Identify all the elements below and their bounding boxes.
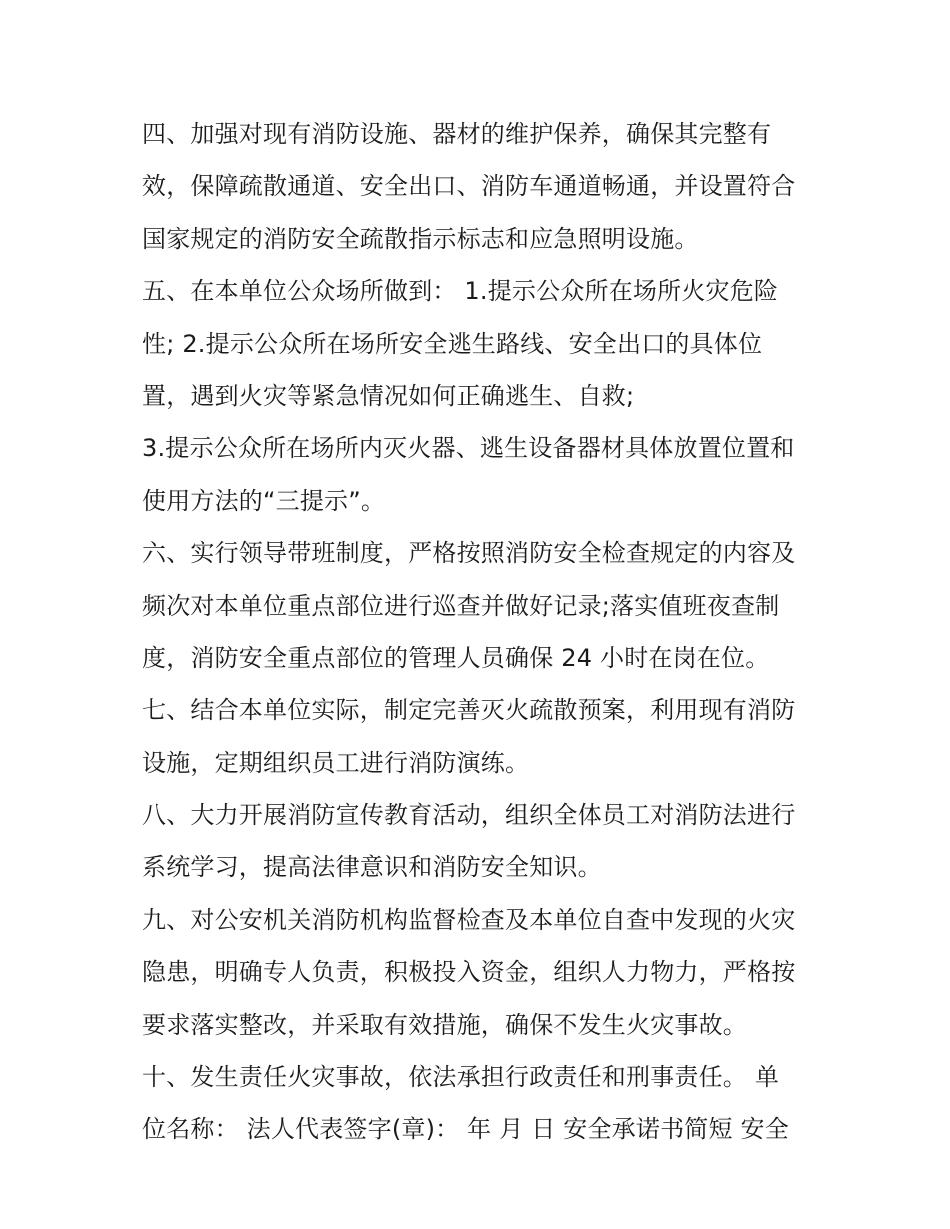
text-line: 置，遇到火灾等紧急情况如何正确逃生、自救; — [142, 381, 635, 410]
text-line: 隐患，明确专人负责，积极投入资金，组织人力物力，严格按 — [142, 958, 796, 987]
text-line: 系统学习，提高法律意识和消防安全知识。 — [142, 853, 602, 882]
text-line: 要求落实整改，并采取有效措施，确保不发生火灾事故。 — [142, 1010, 747, 1039]
text-line: 设施，定期组织员工进行消防演练。 — [142, 748, 530, 777]
text-line: 六、实行领导带班制度，严格按照消防安全检查规定的内容及 — [142, 539, 796, 568]
text-line: 频次对本单位重点部位进行巡查并做好记录;落实值班夜查制 — [142, 591, 780, 620]
text-line: 八、大力开展消防宣传教育活动，组织全体员工对消防法进行 — [142, 801, 796, 830]
text-line: 四、加强对现有消防设施、器材的维护保养，确保其完整有 — [142, 120, 772, 148]
text-line: 度，消防安全重点部位的管理人员确保 24 小时在岗在位。 — [142, 643, 770, 672]
text-line: 国家规定的消防安全疏散指示标志和应急照明设施。 — [142, 224, 699, 253]
text-line: 七、结合本单位实际，制定完善灭火疏散预案，利用现有消防 — [142, 696, 796, 725]
text-line: 九、对公安机关消防机构监督检查及本单位自查中发现的火灾 — [142, 905, 796, 934]
text-line: 3.提示公众所在场所内灭火器、逃生设备器材具体放置位置和 — [142, 434, 795, 463]
text-line: 位名称： 法人代表签字(章)： 年 月 日 安全承诺书简短 安全 — [142, 1115, 789, 1144]
document-body — [142, 108, 812, 1156]
text-line: 五、在本单位公众场所做到： 1.提示公众所在场所火灾危险 — [142, 277, 779, 306]
text-line: 十、发生责任火灾事故，依法承担行政责任和刑事责任。 单 — [142, 1063, 780, 1092]
text-line: 使用方法的“三提示”。 — [142, 486, 386, 515]
text-line: 效，保障疏散通道、安全出口、消防车通道畅通，并设置符合 — [142, 172, 796, 201]
text-line: 性; 2.提示公众所在场所安全逃生路线、安全出口的具体位 — [142, 329, 763, 358]
